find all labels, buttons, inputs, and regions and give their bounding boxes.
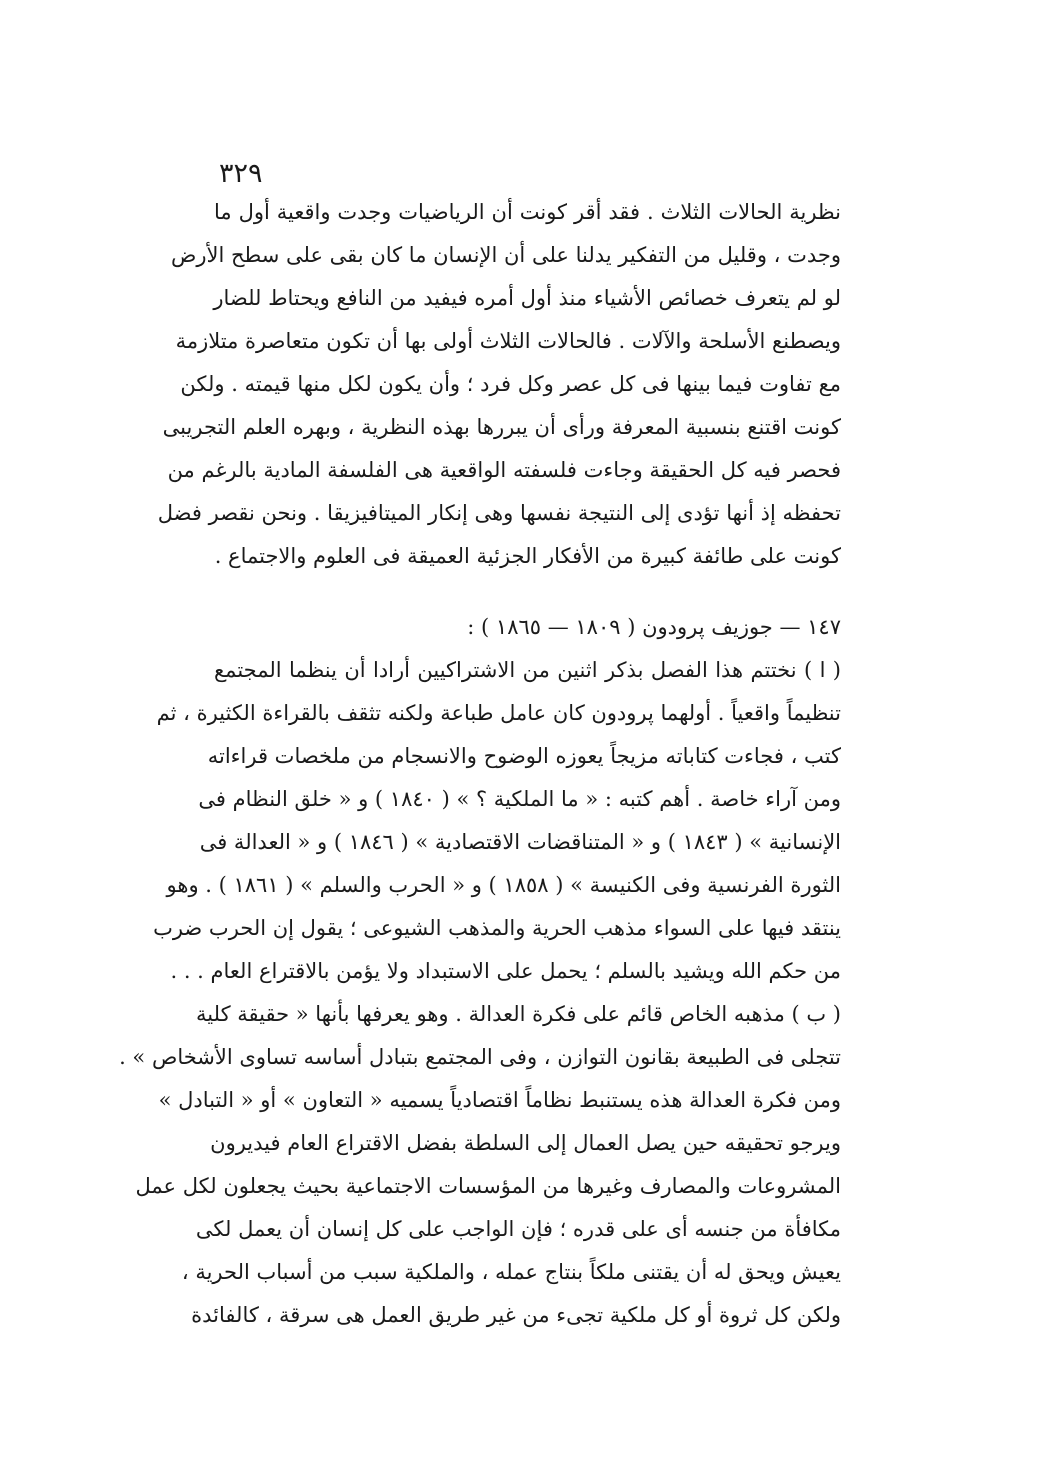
text-line: لو لم يتعرف خصائص الأشياء منذ أول أمره فيفيد من النافع ويحتاط للضار [213, 286, 841, 310]
section-heading: ١٤٧ — جوزيف پرودون ( ١٨٠٩ — ١٨٦٥ ) : [467, 615, 841, 639]
page-number: ٣٢٩ [219, 158, 263, 189]
text-line: ينتقد فيها على السواء مذهب الحرية والمذهب الشيوعى ؛ يقول إن الحرب ضرب [153, 916, 841, 940]
text-line: الإنسانية » ( ١٨٤٣ ) و « المتناقضات الاقتصادية » ( ١٨٤٦ ) و « العدالة فى [199, 830, 841, 854]
text-line: كونت اقتنع بنسبية المعرفة ورأى أن يبررها بهذه النظرية ، وبهره العلم التجريبى [162, 415, 841, 439]
text-line: فحصر فيه كل الحقيقة وجاءت فلسفته الواقعية هى الفلسفة المادية بالرغم من [167, 458, 841, 482]
text-line: تحفظه إذ أنها تؤدى إلى النتيجة نفسها وهى إنكار الميتافيزيقا . ونحن نقصر فضل [157, 501, 841, 525]
text-line: مكافأة من جنسه أى على قدره ؛ فإن الواجب على كل إنسان أن يعمل لكى [195, 1217, 841, 1241]
text-line: ويصطنع الأسلحة والآلات . فالحالات الثلاث أولى بها أن تكون متعاصرة متلازمة [175, 329, 841, 353]
text-line: كتب ، فجاءت كتاباته مزيجاً يعوزه الوضوح والانسجام من ملخصات قراءاته [207, 744, 841, 768]
text-line: ( ب ) مذهبه الخاص قائم على فكرة العدالة . وهو يعرفها بأنها « حقيقة كلية [196, 1002, 841, 1026]
text-line: ولكن كل ثروة أو كل ملكية تجىء من غير طريق العمل هى سرقة ، كالفائدة [191, 1303, 841, 1327]
text-line: ( ا ) نختتم هذا الفصل بذكر اثنين من الاشتراكيين أرادا أن ينظما المجتمع [214, 658, 841, 682]
text-line: تنظيماً واقعياً . أولهما پرودون كان عامل طباعة ولكنه تثقف بالقراءة الكثيرة ، ثم [156, 701, 841, 725]
text-line: يعيش ويحق له أن يقتنى ملكاً بنتاج عمله ، والملكية سبب من أسباب الحرية ، [181, 1260, 841, 1284]
text-line: ومن فكرة العدالة هذه يستنبط نظاماً اقتصادياً يسميه « التعاون » أو « التبادل » [158, 1088, 841, 1112]
text-line: مع تفاوت فيما بينها فى كل عصر وكل فرد ؛ وأن يكون لكل منها قيمته . ولكن [180, 372, 841, 396]
text-line: وجدت ، وقليل من التفكير يدلنا على أن الإنسان ما كان بقى على سطح الأرض [170, 243, 841, 267]
text-line: ويرجو تحقيقه حين يصل العمال إلى السلطة بفضل الاقتراع العام فيديرون [210, 1131, 841, 1155]
text-line: نظرية الحالات الثلاث . فقد أقر كونت أن الرياضيات وجدت واقعية أول ما [214, 200, 841, 224]
text-line: كونت على طائفة كبيرة من الأفكار الجزئية العميقة فى العلوم والاجتماع . [214, 544, 841, 568]
text-line: المشروعات والمصارف وغيرها من المؤسسات الاجتماعية بحيث يجعلون لكل عمل [135, 1174, 841, 1198]
text-line: تتجلى فى الطبيعة بقانون التوازن ، وفى المجتمع بتبادل أساسه تساوى الأشخاص » . [119, 1045, 841, 1069]
text-line: الثورة الفرنسية وفى الكنيسة » ( ١٨٥٨ ) و « الحرب والسلم » ( ١٨٦١ ) . وهو [166, 873, 841, 897]
text-line: ومن آراء خاصة . أهم كتبه : « ما الملكية ؟ » ( ١٨٤٠ ) و « خلق النظام فى [198, 787, 841, 811]
text-line: من حكم الله ويشيد بالسلم ؛ يحمل على الاستبداد ولا يؤمن بالاقتراع العام . . . [170, 959, 841, 983]
